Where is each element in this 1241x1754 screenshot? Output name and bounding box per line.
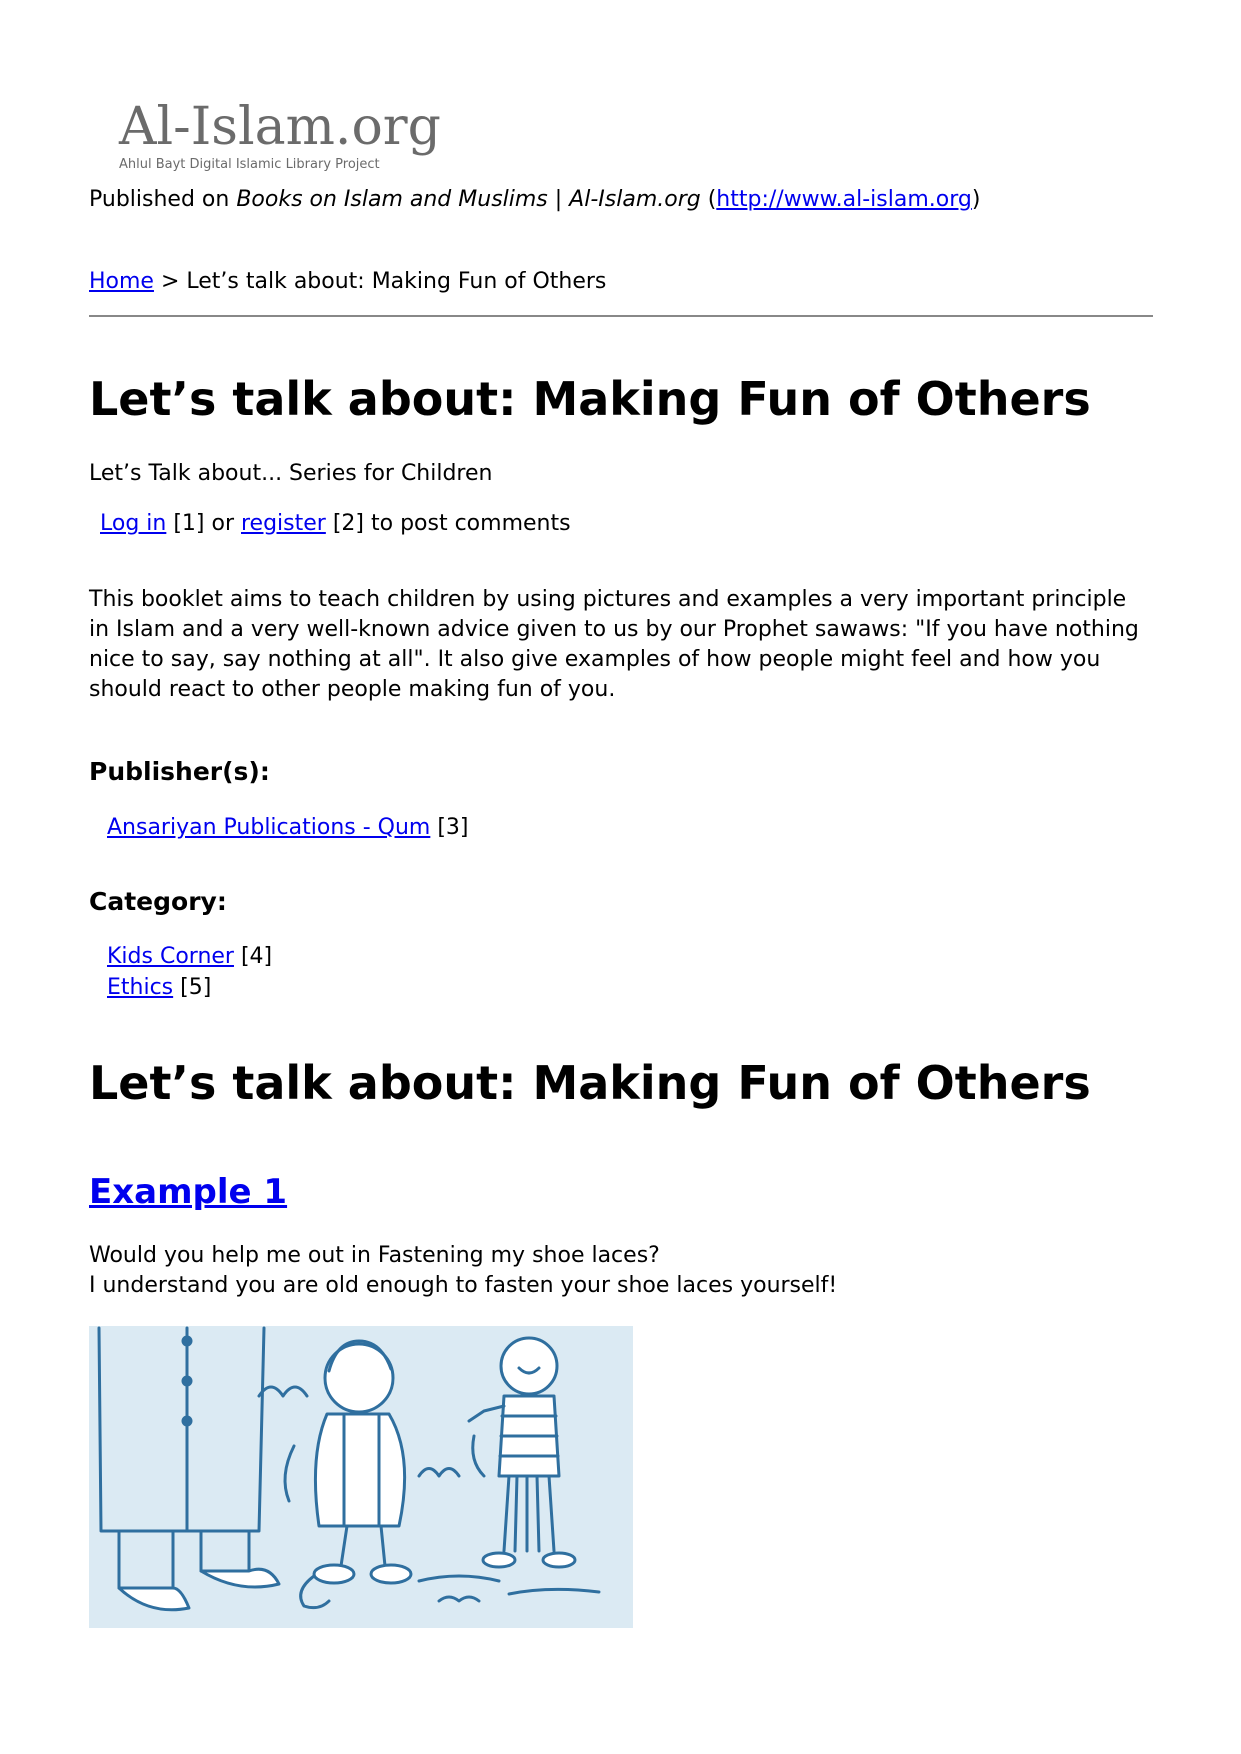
book-description (89, 585, 1153, 705)
publisher-ref: [3] (430, 815, 469, 840)
page-subtitle: Let’s Talk about... Series for Children (89, 461, 493, 486)
login-ref: [1] or (166, 511, 241, 536)
category-link-ethics[interactable]: Ethics (107, 975, 174, 1000)
example-text (89, 1241, 837, 1301)
published-close: ) (971, 187, 981, 212)
cartoon-illustration (89, 1326, 633, 1628)
category-ref: [5] (173, 975, 212, 1000)
breadcrumb-home-link[interactable]: Home (89, 269, 154, 294)
example-line: Would you help me out in Fastening my shoe laces? (89, 1243, 660, 1268)
category-list (107, 941, 272, 1003)
description-text: This booklet aims to teach children by using pictures and examples a very important principle in Islam and a very well-known advice given to us by our Prophet sawaws: "If you have nothing nice to say, say nothing at all". It also give examples of how people might feel and how you should react to other people making fun of you. (89, 587, 1139, 702)
comments-prompt (100, 510, 571, 538)
content-title: Let’s talk about: Making Fun of Others (89, 1056, 1091, 1110)
published-source: Books on Islam and Muslims | Al-Islam.org (236, 187, 701, 212)
publishers-label: Publisher(s): (89, 757, 270, 786)
login-link[interactable]: Log in (100, 511, 167, 536)
site-url-link[interactable]: http://www.al-islam.org (716, 187, 972, 212)
category-label: Category: (89, 887, 227, 916)
category-link-kids-corner[interactable]: Kids Corner (107, 944, 234, 969)
breadcrumb-current: Let’s talk about: Making Fun of Others (186, 269, 607, 294)
publisher-link[interactable]: Ansariyan Publications - Qum (107, 815, 431, 840)
page-title: Let’s talk about: Making Fun of Others (89, 372, 1091, 426)
register-ref: [2] to post comments (325, 511, 571, 536)
breadcrumb (89, 268, 606, 296)
logo-tagline: Ahlul Bayt Digital Islamic Library Project (119, 157, 380, 172)
site-logo[interactable] (117, 92, 469, 176)
header-divider (89, 315, 1153, 317)
published-line (89, 186, 980, 214)
list-item (107, 941, 272, 972)
list-item (107, 812, 469, 843)
breadcrumb-separator: > (153, 269, 187, 294)
section-heading (89, 1171, 287, 1213)
register-link[interactable]: register (241, 511, 326, 536)
logo-wordmark: Al-Islam.org (119, 97, 441, 157)
published-open: ( (700, 187, 717, 212)
category-ref: [4] (233, 944, 273, 969)
publishers-list (107, 812, 469, 843)
list-item (107, 972, 272, 1003)
example-line: I understand you are old enough to fasten your shoe laces yourself! (89, 1273, 838, 1298)
published-prefix: Published on (89, 187, 237, 212)
example-1-link[interactable]: Example 1 (89, 1172, 288, 1212)
